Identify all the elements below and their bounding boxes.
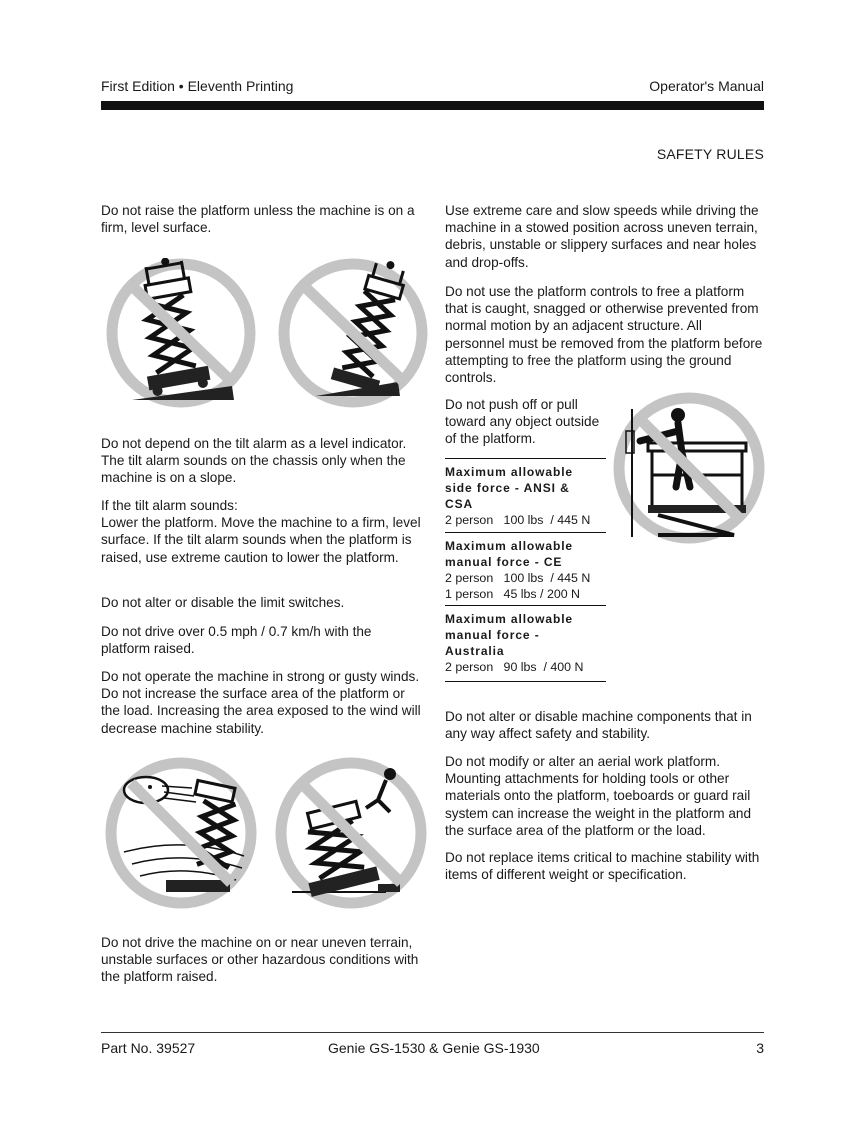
spec-heading: Maximum allowable bbox=[445, 539, 573, 553]
rule-wind: Do not operate the machine in strong or gusty winds. Do not increase the surface area of the platform or the load. Increasing the area exposed to the wind will decrease machine stability. bbox=[101, 669, 421, 736]
tilt-alarm-instructions: Lower the platform. Move the machine to a firm, level surface. If the tilt alarm sounds when the platform is raised, use extreme caution to lower the platform. bbox=[101, 515, 421, 565]
no-slope-raise-icon bbox=[104, 258, 258, 408]
rule-stowed-driving: Use extreme care and slow speeds while driving the machine in a stowed position across uneven terrain, debris, unstable or slippery surfaces and near holes and drop-offs. bbox=[445, 203, 759, 270]
rule-level-surface: Do not raise the platform unless the machine is on a firm, level surface. bbox=[101, 203, 415, 236]
spec-heading: side force - ANSI & bbox=[445, 481, 570, 495]
spec-australia bbox=[445, 605, 606, 682]
rule-limit-switches: Do not alter or disable the limit switches. bbox=[101, 595, 345, 610]
spec-heading: CSA bbox=[445, 497, 474, 511]
spec-value: 1 person 45 lbs / 200 N bbox=[445, 587, 581, 601]
rule-modify-platform: Do not modify or alter an aerial work platform. Mounting attachments for holding tools or other materials onto the platform, toeboards or guard rail system can increase the weight in the platform and the surface area of the platform or the load. bbox=[445, 754, 752, 838]
spec-ce bbox=[445, 532, 606, 602]
section-title: SAFETY RULES bbox=[656, 146, 764, 162]
footer-rule bbox=[101, 1032, 764, 1033]
spec-heading: manual force - bbox=[445, 628, 540, 642]
header-manual-title: Operator's Manual bbox=[649, 78, 764, 94]
footer-model: Genie GS-1530 & Genie GS-1930 bbox=[328, 1040, 540, 1056]
header-edition: First Edition • Eleventh Printing bbox=[101, 78, 294, 94]
header-rule bbox=[101, 101, 764, 110]
rule-uneven-terrain: Do not drive the machine on or near uneven terrain, unstable surfaces or other hazardous conditions with the platform raised. bbox=[101, 935, 419, 985]
rule-push-pull: Do not push off or pull toward any object outside of the platform. bbox=[445, 397, 600, 447]
no-wind-operation-icon bbox=[104, 756, 258, 910]
spec-heading: manual force - CE bbox=[445, 555, 563, 569]
spec-divider bbox=[445, 681, 606, 682]
spec-value: 2 person 100 lbs / 445 N bbox=[445, 513, 591, 527]
footer-part-number: Part No. 39527 bbox=[101, 1040, 196, 1056]
tilt-alarm-intro: If the tilt alarm sounds: bbox=[101, 498, 238, 513]
spec-value: 2 person 100 lbs / 445 N bbox=[445, 571, 591, 585]
spec-heading: Maximum allowable bbox=[445, 612, 573, 626]
no-tilt-raise-icon bbox=[276, 258, 430, 408]
rule-platform-controls: Do not use the platform controls to free a platform that is caught, snagged or otherwise prevented from normal motion by an adjacent structure. All personnel must be removed from the platform before attempting to free the platform using the ground controls. bbox=[445, 284, 763, 386]
rule-drive-speed: Do not drive over 0.5 mph / 0.7 km/h with the platform raised. bbox=[101, 624, 372, 657]
no-push-pull-icon bbox=[612, 391, 766, 545]
no-uneven-terrain-icon bbox=[274, 756, 428, 910]
spec-value: 2 person 90 lbs / 400 N bbox=[445, 660, 584, 674]
spec-heading: Maximum allowable bbox=[445, 465, 573, 479]
rule-replace-items: Do not replace items critical to machine stability with items of different weight or specification. bbox=[445, 850, 760, 883]
spec-heading: Australia bbox=[445, 644, 505, 658]
page-number: 3 bbox=[756, 1040, 764, 1056]
rule-tilt-alarm: Do not depend on the tilt alarm as a level indicator. The tilt alarm sounds on the chassis only when the machine is on a slope. bbox=[101, 436, 407, 486]
rule-machine-components: Do not alter or disable machine components that in any way affect safety and stability. bbox=[445, 709, 752, 742]
rule-tilt-alarm-sounds bbox=[101, 497, 423, 566]
spec-ansi-csa bbox=[445, 458, 606, 528]
